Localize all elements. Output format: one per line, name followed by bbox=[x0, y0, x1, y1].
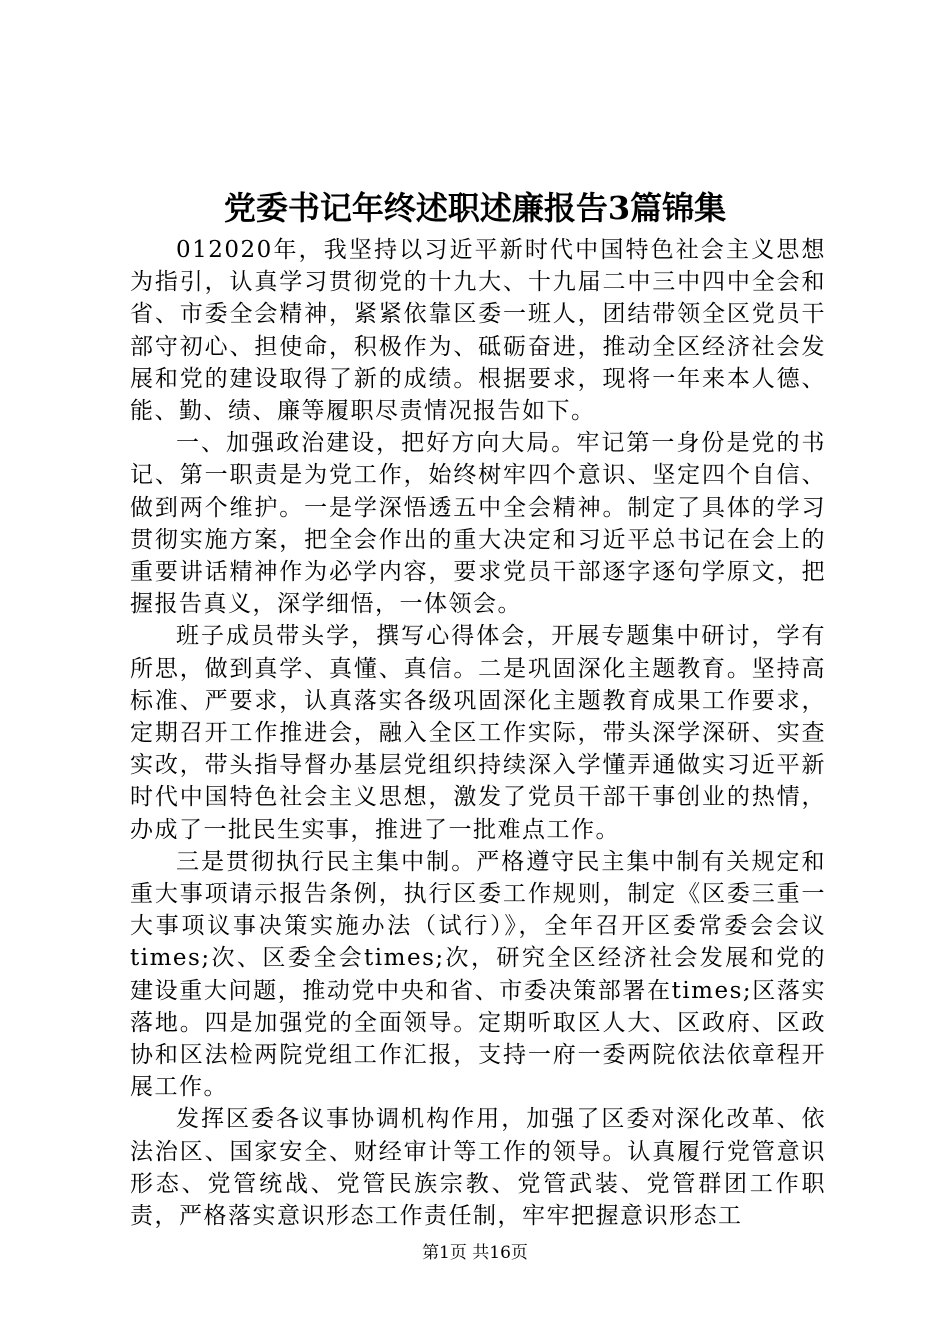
paragraph: 012020年，我坚持以习近平新时代中国特色社会主义思想为指引，认真学习贯彻党的十九大、十九届二中三中四中全会和省、市委全会精神，紧紧依靠区委一班人，团结带领全区党员干部守初心、担使命，积极作为、砥砺奋进，推动全区经济社会发展和党的建设取得了新的成绩。根据要求，现将一年来本人德、能、勤、绩、廉等履职尽责情况报告如下。 bbox=[130, 237, 826, 425]
paragraph: 三是贯彻执行民主集中制。严格遵守民主集中制有关规定和重大事项请示报告条例，执行区委工作规则，制定《区委三重一大事项议事决策实施办法（试行）》，全年召开区委常委会会议times;次、区委全会times;次，研究全区经济社会发展和党的建设重大问题，推动党中央和省、市委决策部署在times;区落实落地。四是加强党的全面领导。定期听取区人大、区政府、区政协和区法检两院党组工作汇报，支持一府一委两院依法依章程开展工作。 bbox=[130, 848, 826, 1101]
page-footer: 第1页 共16页 bbox=[422, 1243, 528, 1263]
document-title: 党委书记年终述职述廉报告3篇锦集 bbox=[223, 189, 727, 227]
paragraph: 班子成员带头学，撰写心得体会，开展专题集中研讨，学有所思，做到真学、真懂、真信。二是巩固深化主题教育。坚持高标准、严要求，认真落实各级巩固深化主题教育成果工作要求，定期召开工作推进会，融入全区工作实际，带头深学深研、实查实改，带头指导督办基层党组织持续深入学懂弄通做实习近平新时代中国特色社会主义思想，激发了党员干部干事创业的热情，办成了一批民生实事，推进了一批难点工作。 bbox=[130, 623, 826, 843]
paragraph: 发挥区委各议事协调机构作用，加强了区委对深化改革、依法治区、国家安全、财经审计等工作的领导。认真履行党管意识形态、党管统战、党管民族宗教、党管武装、党管群团工作职责，严格落实意识形态工作责任制，牢牢把握意识形态工 bbox=[130, 1106, 826, 1230]
document-body bbox=[130, 234, 826, 1232]
paragraph: 一、加强政治建设，把好方向大局。牢记第一身份是党的书记、第一职责是为党工作，始终树牢四个意识、坚定四个自信、做到两个维护。一是学深悟透五中全会精神。制定了具体的学习贯彻实施方案，把全会作出的重大决定和习近平总书记在会上的重要讲话精神作为必学内容，要求党员干部逐字逐句学原文，把握报告真义，深学细悟，一体领会。 bbox=[130, 430, 826, 618]
